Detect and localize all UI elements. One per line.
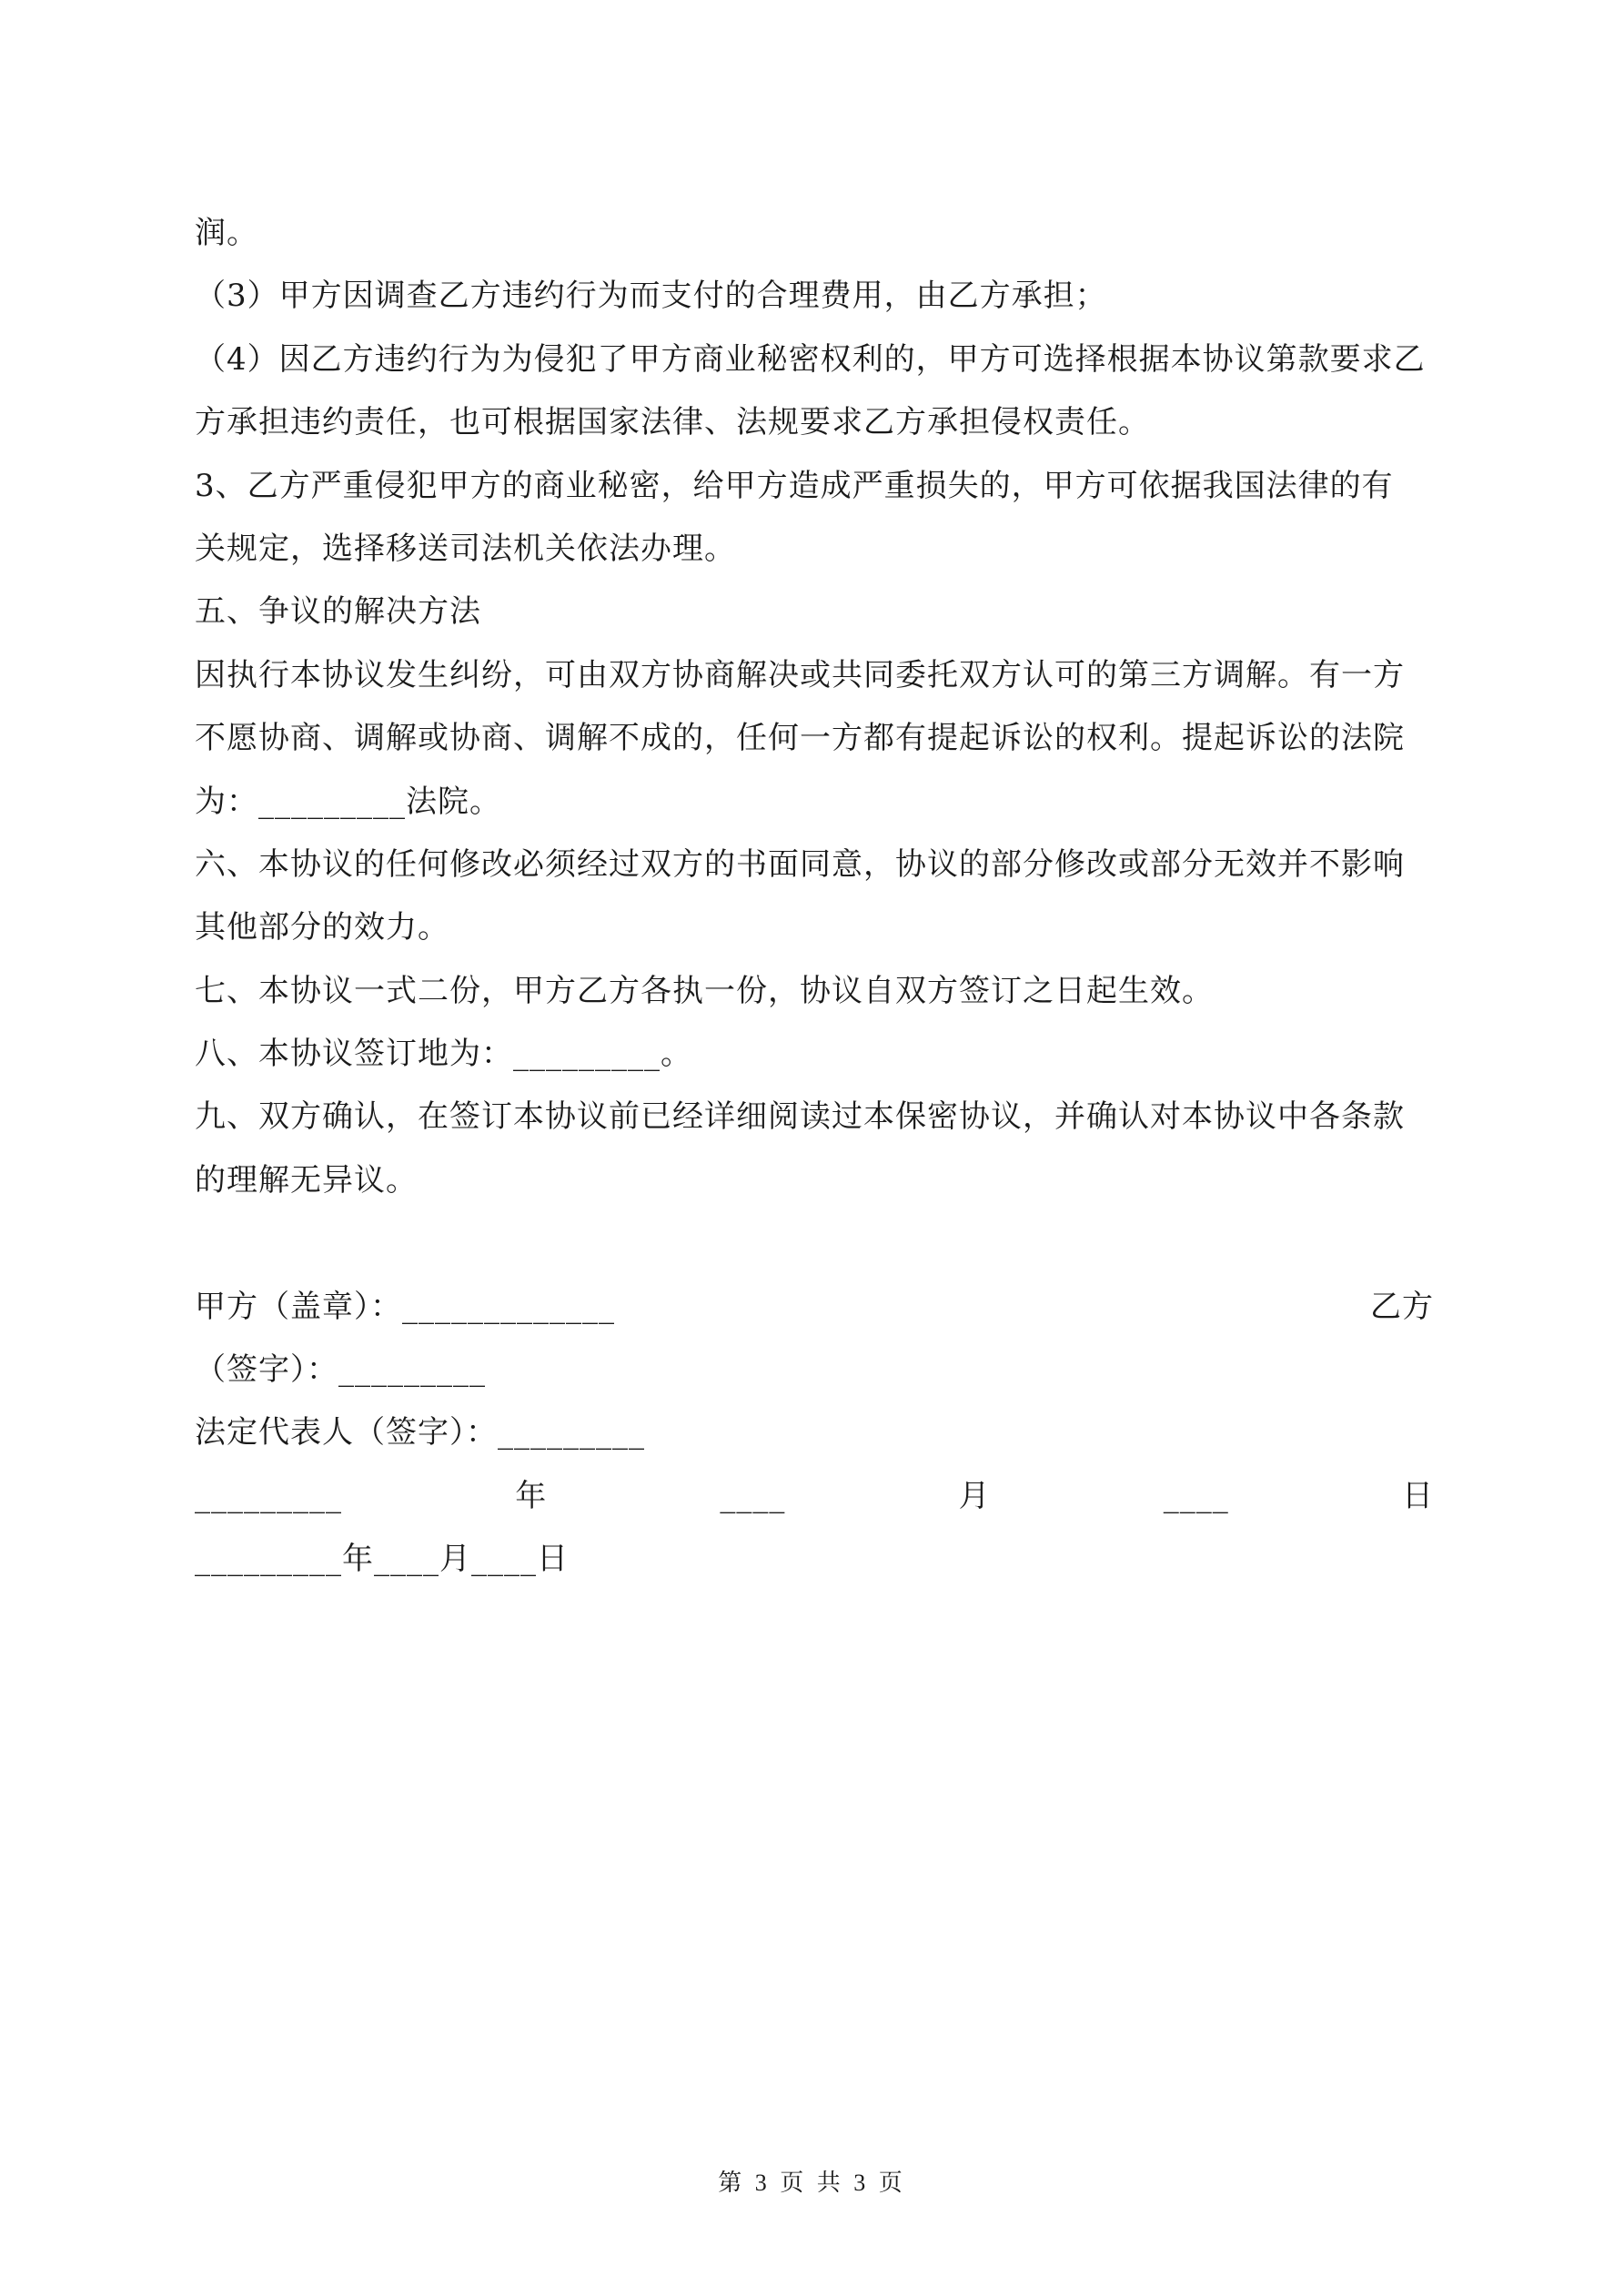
body-line: 九、双方确认，在签订本协议前已经详细阅读过本保密协议，并确认对本协议中各条款 [195, 1098, 1405, 1136]
signature-party-row [195, 1276, 1434, 1339]
body-line: 其他部分的效力。 [195, 909, 449, 946]
party-a-signature: 甲方（盖章）：_____________ [195, 1288, 615, 1325]
body-line: 六、本协议的任何修改必须经过双方的书面同意，协议的部分修改或部分无效并不影响 [195, 845, 1405, 883]
date-row [195, 1465, 1434, 1528]
party-b-signature: 乙方 [1370, 1288, 1434, 1325]
body-line: 为：_________法院。 [195, 783, 501, 820]
body-line: 的理解无异议。 [195, 1161, 418, 1199]
body-line: 方承担违约责任，也可根据国家法律、法规要求乙方承担侵权责任。 [195, 404, 1150, 441]
section-heading: 五、争议的解决方法 [195, 593, 481, 631]
date-day-blank: ____ [1163, 1477, 1229, 1514]
document-body [195, 202, 1434, 1592]
legal-representative-line: 法定代表人（签字）：_________ [195, 1414, 645, 1451]
body-line: 润。 [195, 215, 258, 251]
date-year-blank: _________ [195, 1477, 342, 1514]
body-line: （4）因乙方违约行为为侵犯了甲方商业秘密权利的，甲方可选择根据本协议第款要求乙 [195, 340, 1426, 378]
date-month-label: 月 [958, 1477, 991, 1514]
date-day-label: 日 [1401, 1477, 1434, 1514]
body-line: （3）甲方因调查乙方违约行为而支付的合理费用，由乙方承担； [195, 278, 1107, 315]
date-line: _________年____月____日 [195, 1541, 569, 1578]
page-number: 第 3 页 共 3 页 [718, 2170, 906, 2196]
body-line: 3、乙方严重侵犯甲方的商业秘密，给甲方造成严重损失的，甲方可依据我国法律的有 [195, 467, 1394, 504]
body-line: 因执行本协议发生纠纷，可由双方协商解决或共同委托双方认可的第三方调解。有一方 [195, 656, 1405, 693]
body-line: 八、本协议签订地为：_________。 [195, 1036, 692, 1073]
signature-line: （签字）：_________ [195, 1351, 486, 1389]
body-line: 关规定，选择移送司法机关依法办理。 [195, 530, 736, 567]
date-month-blank: ____ [720, 1477, 786, 1514]
spacer [195, 1212, 1434, 1275]
body-line: 不愿协商、调解或协商、调解不成的，任何一方都有提起诉讼的权利。提起诉讼的法院 [195, 720, 1405, 757]
body-line: 七、本协议一式二份，甲方乙方各执一份，协议自双方签订之日起生效。 [195, 972, 1214, 1009]
date-year-label: 年 [515, 1477, 548, 1514]
